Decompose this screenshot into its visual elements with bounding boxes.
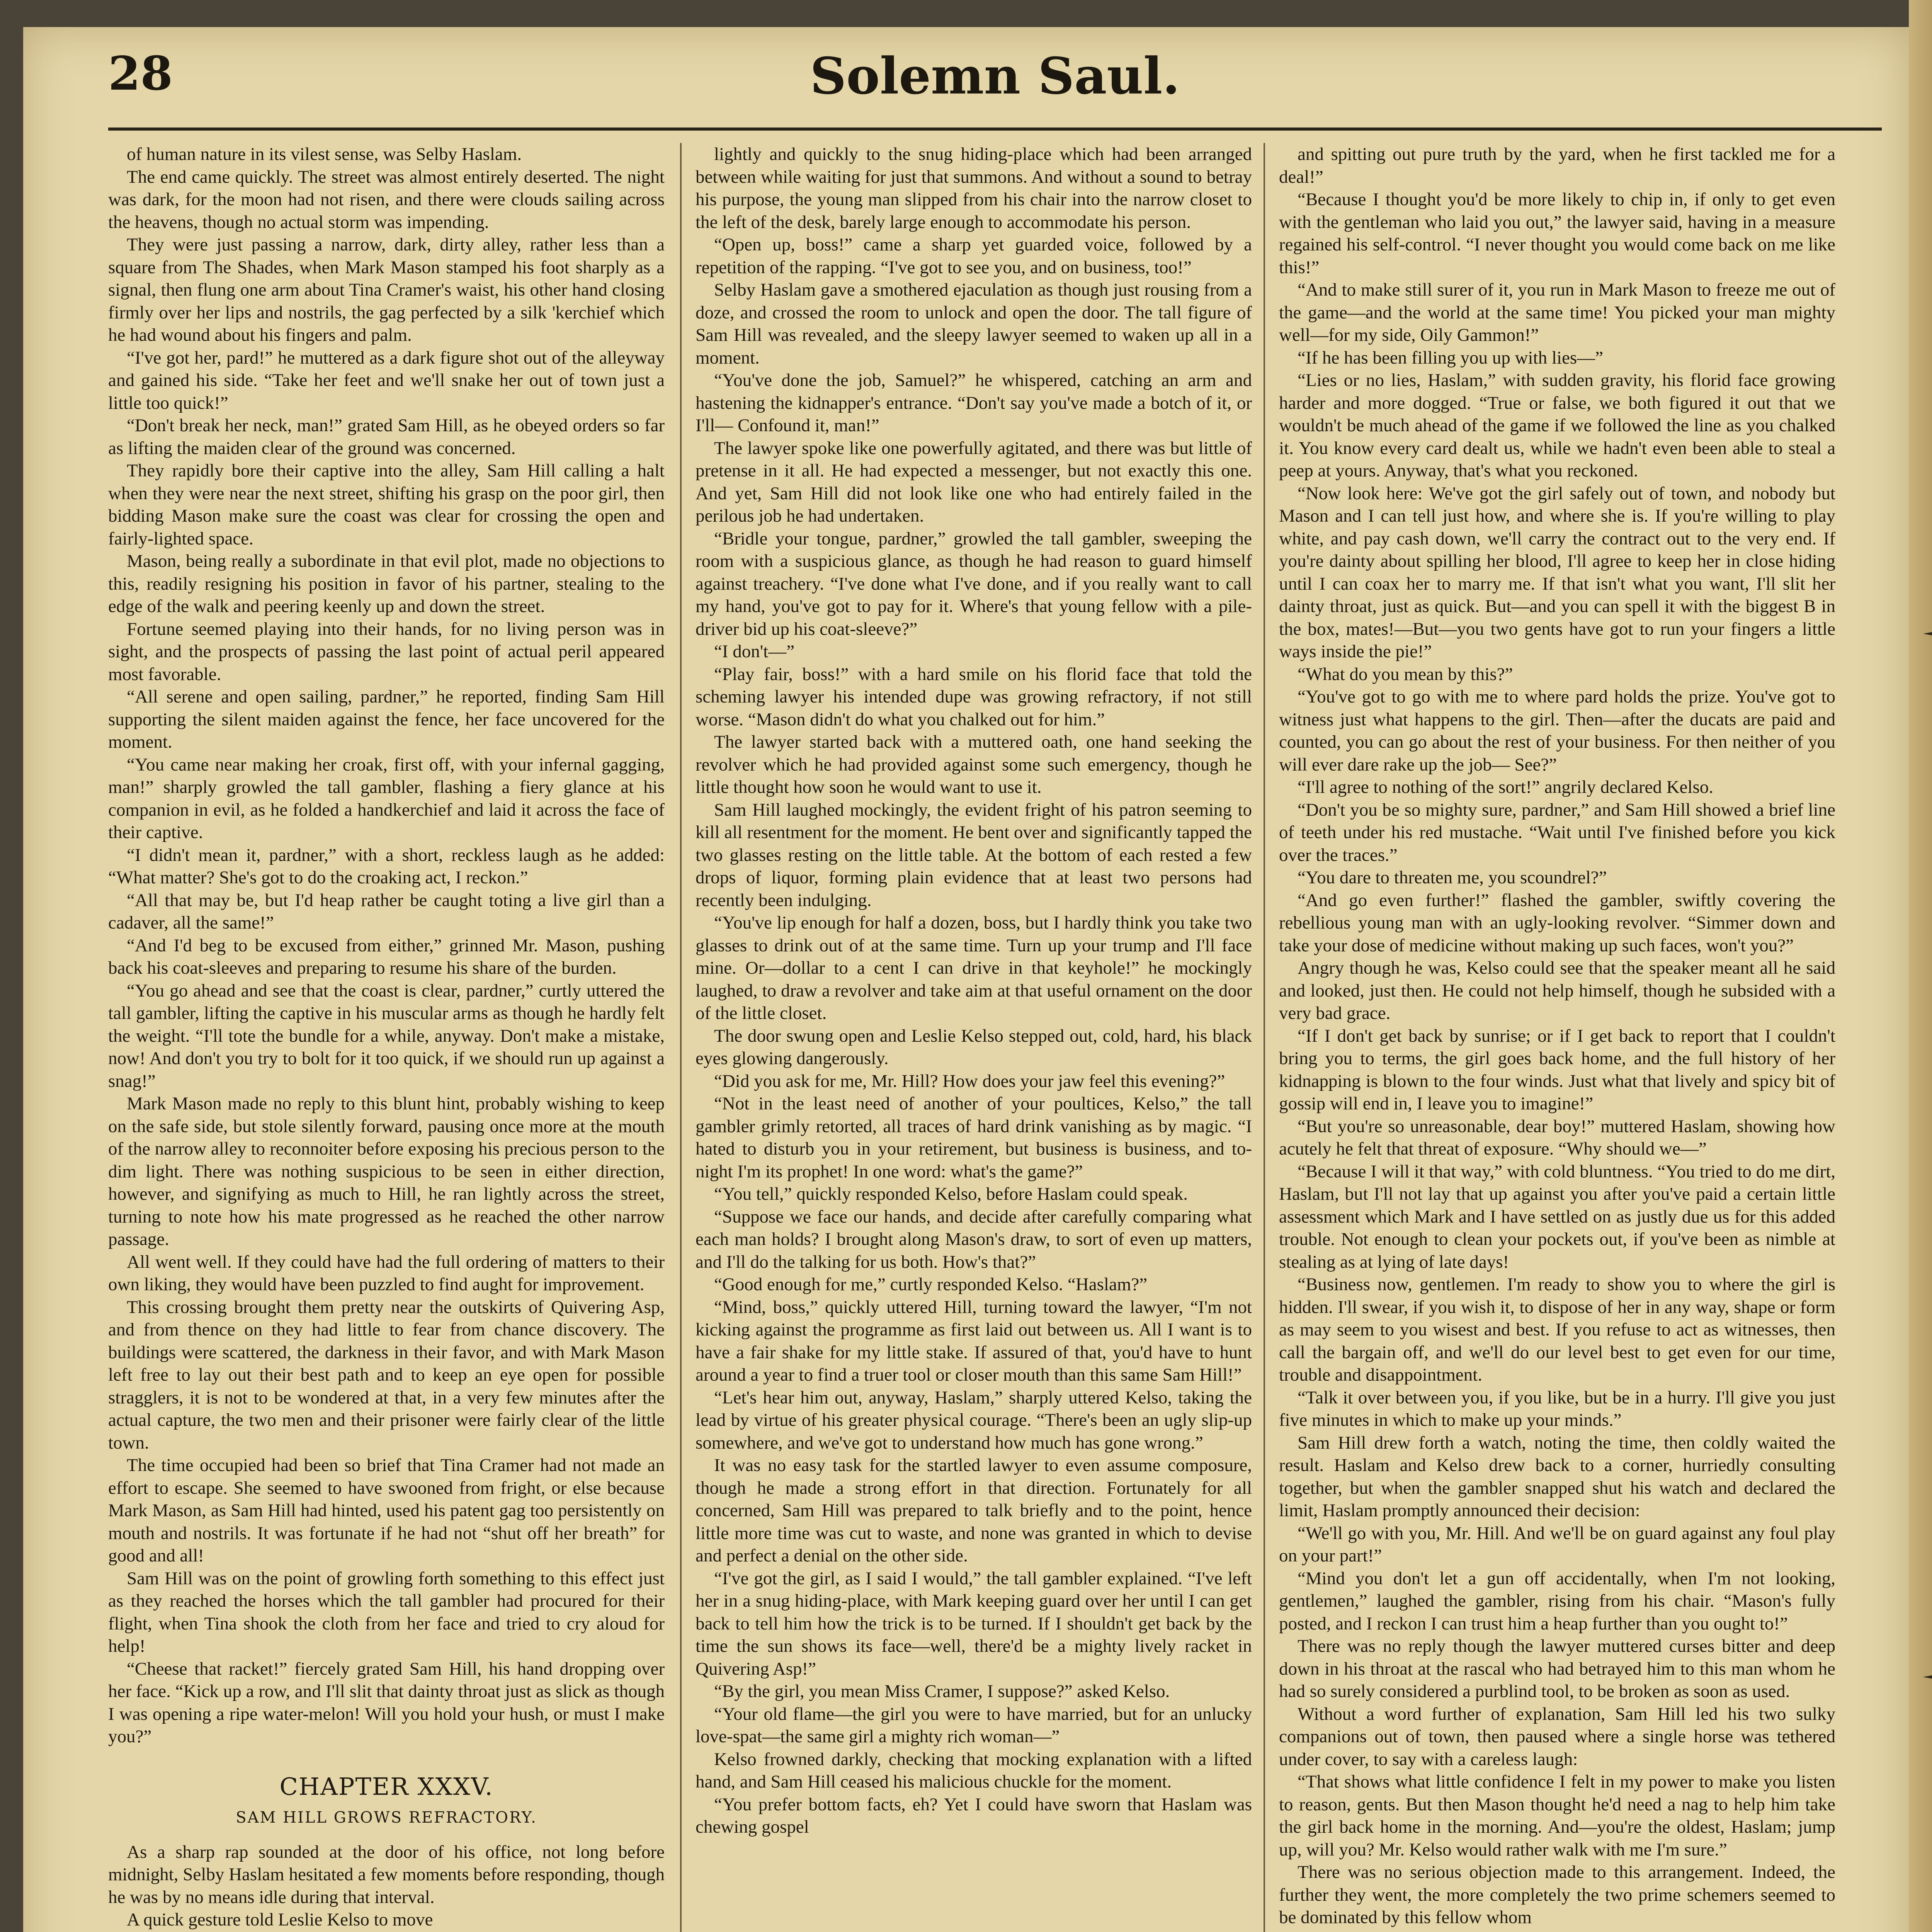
paragraph: Sam Hill drew forth a watch, noting the time, then coldly waited the result. Haslam and Kelso drew back to a corner, hurriedly consulting together, but when the gambler snapped shut his watch and declared the limit, Haslam promptly announced their decision:: [1279, 1432, 1835, 1520]
paragraph: “Because I will it that way,” with cold bluntness. “You tried to do me dirt, Haslam, but I'll not lay that up against you after you've paid a certain little assessment which Mark and I have settled on as justly due us for this added trouble. Not enough to clean your pockets out, if you've been as nimble at stealing as at lying of late days!: [1279, 1161, 1835, 1272]
paragraph: “You tell,” quickly responded Kelso, before Haslam could speak.: [714, 1184, 1188, 1204]
paragraph: “Lies or no lies, Haslam,” with sudden gravity, his florid face growing harder and more dogged. “True or false, we both figured it out that we wouldn't be much ahead of the game if we followed the line as you chalked it. You know every card dealt us, while we hadn't even been able to steal a peep at yours. Anyway, that's what you reckoned.: [1279, 370, 1835, 481]
page-title: Solemn Saul.: [810, 46, 1180, 105]
text-column-3: [1279, 143, 1835, 1932]
paragraph: Mark Mason made no reply to this blunt hint, probably wishing to keep on the safe side, but stole silently forward, pausing once more at the mouth of the narrow alley to reconnoiter before exposing his precious person to the dim light. There was nothing suspicious to be seen in either direction, however, and signifying as much to Hill, he ran lightly across the street, turning to note how his mate progressed as he reached the other narrow passage.: [108, 1094, 665, 1249]
paragraph: “That shows what little confidence I felt in my power to make you listen to reason, gents. But then Mason thought he'd need a nag to help him take the girl back home in the morning. And—you're the oldest, Haslam; jump up, will you? Mr. Kelso would rather walk with me I'm sure.”: [1279, 1772, 1835, 1860]
paragraph: “Mind you don't let a gun off accidentally, when I'm not looking, gentlemen,” laughed the gambler, rising from his chair. “Mason's fully posted, and I reckon I can trust him a heap further than you ought to!”: [1279, 1568, 1835, 1634]
page-header: [108, 46, 1882, 124]
paragraph: “Talk it over between you, if you like, but be in a hurry. I'll give you just five minutes in which to make up your minds.”: [1279, 1387, 1835, 1430]
column-divider: [1264, 143, 1265, 1932]
paragraph: lightly and quickly to the snug hiding-place which had been arranged between while waiting for just that summons. And without a sound to betray his purpose, the young man slipped from his chair into the narrow closet to the left of the desk, barely large enough to accommodate his person.: [696, 144, 1252, 232]
paragraph: “I don't—”: [714, 641, 795, 662]
paragraph: and spitting out pure truth by the yard, when he first tackled me for a deal!”: [1279, 144, 1835, 187]
paragraph: “Now look here: We've got the girl safely out of town, and nobody but Mason and I can tell just how, and where she is. If you're willing to play white, and pay cash down, we'll carry the contract out to the very end. If you're dainty about spilling her blood, I'll agree to keep her in close hiding until I can coax her to marry me. If that isn't what you want, I'll slit her dainty throat, just as quick. But—and you can spell it with the biggest B in the box, mates!—But—you two gents have got to run your fingers a little ways inside the pie!”: [1279, 483, 1835, 662]
paragraph: “Cheese that racket!” fiercely grated Sam Hill, his hand dropping over her face. “Kick up a row, and I'll slit that dainty throat just as slick as though I was opening a ripe water-melon! Will you hold your hush, or must I make you?”: [108, 1658, 665, 1747]
text-column-1: [108, 143, 665, 1932]
paragraph: “And I'd beg to be excused from either,” grinned Mr. Mason, pushing back his coat-sleeves and preparing to resume his share of the burden.: [108, 935, 665, 978]
chapter-heading: CHAPTER XXXV.: [279, 1772, 493, 1801]
paragraph: “You prefer bottom facts, eh? Yet I could have sworn that Haslam was chewing gospel: [696, 1794, 1252, 1837]
paragraph: “I didn't mean it, pardner,” with a short, reckless laugh as he added: “What matter? She's got to do the croaking act, I reckon.”: [108, 845, 665, 888]
chapter-subtitle: SAM HILL GROWS REFRACTORY.: [236, 1808, 537, 1827]
paragraph: There was no reply though the lawyer muttered curses bitter and deep down in his throat at the rascal who had betrayed him to this man whom he had so surely considered a purblind tool, to be broken as soon as used.: [1279, 1636, 1835, 1701]
paragraph: “Did you ask for me, Mr. Hill? How does your jaw feel this evening?”: [714, 1071, 1225, 1091]
page-binding: [1909, 0, 1932, 1932]
paragraph: “Good enough for me,” curtly responded Kelso. “Haslam?”: [714, 1274, 1148, 1294]
paragraph: The door swung open and Leslie Kelso stepped out, cold, hard, his black eyes glowing dangerously.: [696, 1026, 1252, 1068]
paragraph: “Play fair, boss!” with a hard smile on his florid face that told the scheming lawyer his intended dupe was growing refractory, if not still worse. “Mason didn't do what you chalked out for him.”: [696, 664, 1252, 730]
paragraph: “I'll agree to nothing of the sort!” angrily declared Kelso.: [1298, 777, 1714, 797]
paragraph: The lawyer started back with a muttered oath, one hand seeking the revolver which he had provided against some such emergency, though he little thought how soon he would want to use it.: [696, 732, 1252, 797]
paragraph: It was no easy task for the startled lawyer to even assume composure, though he made a strong effort in that direction. Fortunately for all concerned, Sam Hill was prepared to talk briefly and to the point, hence little more time was cut to waste, and none was granted in which to devise and perfect a denial on the other side.: [696, 1455, 1252, 1566]
paragraph: “Mind, boss,” quickly uttered Hill, turning toward the lawyer, “I'm not kicking against the programme as first laid out between us. All I want is to have a fair shake for my little stake. If assured of that, you'd have to hunt around a year to find a truer tool or closer mouth than this same Sam Hill!”: [696, 1297, 1252, 1385]
paragraph: “Open up, boss!” came a sharp yet guarded voice, followed by a repetition of the rapping. “I've got to see you, and on business, too!”: [696, 235, 1252, 277]
paragraph: “All serene and open sailing, pardner,” he reported, finding Sam Hill supporting the silent maiden against the fence, her face uncovered for the moment.: [108, 687, 665, 752]
paragraph: “If I don't get back by sunrise; or if I get back to report that I couldn't bring you to terms, the girl goes back home, and the full history of her kidnapping is blown to the four winds. Just what that lively and spicy bit of gossip will end in, I leave you to imagine!”: [1279, 1026, 1835, 1114]
staple-mark: [1921, 622, 1932, 645]
paragraph: “Don't break her neck, man!” grated Sam Hill, as he obeyed orders so far as lifting the maiden clear of the ground was concerned.: [108, 415, 665, 458]
paragraph: “I've got the girl, as I said I would,” the tall gambler explained. “I've left her in a snug hiding-place, with Mark keeping guard over her until I can get back to tell him how the trick is to be turned. If I shouldn't get back by the time the sun shows its face—well, there'd be a mighty lively racket in Quivering Asp!”: [696, 1568, 1252, 1679]
paragraph: “You've got to go with me to where pard holds the prize. You've got to witness just what happens to the girl. Then—after the ducats are paid and counted, you can go about the rest of your business. For then neither of you will ever dare rake up the job— See?”: [1279, 687, 1835, 775]
paragraph: This crossing brought them pretty near the outskirts of Quivering Asp, and from thence on they had little to fear from chance discovery. The buildings were scattered, the darkness in their favor, and with Mark Mason left free to lay out their best path and to keep an eye open for possible stragglers, it is not to be wondered at that, in a very few minutes after the actual capture, the two men and their prisoner were fairly clear of the little town.: [108, 1297, 665, 1453]
paragraph: “Because I thought you'd be more likely to chip in, if only to get even with the gentleman who laid you out,” the lawyer said, having in a measure regained his self-control. “I never thought you would come back on me like this!”: [1279, 189, 1835, 277]
paragraph: “But you're so unreasonable, dear boy!” muttered Haslam, showing how acutely he felt that threat of exposure. “Why should we—”: [1279, 1116, 1835, 1159]
paragraph: Kelso frowned darkly, checking that mocking explanation with a lifted hand, and Sam Hill ceased his malicious chuckle for the moment.: [696, 1749, 1252, 1792]
paragraph: The end came quickly. The street was almost entirely deserted. The night was dark, for the moon had not risen, and there were clouds sailing across the heavens, though no actual storm was impending.: [108, 167, 665, 232]
paragraph: “By the girl, you mean Miss Cramer, I suppose?” asked Kelso.: [714, 1681, 1170, 1701]
paragraph: “You dare to threaten me, you scoundrel?”: [1298, 867, 1607, 888]
paragraph: Mason, being really a subordinate in that evil plot, made no objections to this, readily resigning his position in favor of his partner, stealing to the edge of the walk and peering keenly up and down the street.: [108, 551, 665, 616]
page-number: 28: [108, 46, 173, 101]
paragraph: They were just passing a narrow, dark, dirty alley, rather less than a square from The Shades, when Mark Mason stamped his foot sharply as a signal, then flung one arm about Tina Cramer's waist, his other hand closing firmly over her lips and nostrils, the gag perfected by a silk 'kerchief which he had wound about his fingers and palm.: [108, 235, 665, 345]
paragraph: “We'll go with you, Mr. Hill. And we'll be on guard against any foul play on your part!”: [1279, 1523, 1835, 1566]
paragraph: They rapidly bore their captive into the alley, Sam Hill calling a halt when they were near the next street, shifting his grasp on the poor girl, then bidding Mason make sure the coast was clear for crossing the open and fairly-lighted space.: [108, 461, 665, 549]
text-column-2: [696, 143, 1252, 1932]
paragraph: “Business now, gentlemen. I'm ready to show you to where the girl is hidden. I'll swear, if you wish it, to dispose of her in any way, shape or form as may seem to you wisest and best. If you refuse to act as witnesses, then call the bargain off, and we'll do our level best to get even for our time, trouble and disappointment.: [1279, 1274, 1835, 1385]
paragraph: Fortune seemed playing into their hands, for no living person was in sight, and the prospects of passing the last point of actual peril appeared most favorable.: [108, 619, 665, 684]
staple-mark: [1921, 1665, 1932, 1689]
paragraph: There was no serious objection made to this arrangement. Indeed, the further they went, the more completely the two prime schemers seemed to be dominated by this fellow whom: [1279, 1862, 1835, 1927]
header-rule: [108, 128, 1882, 131]
paragraph: Angry though he was, Kelso could see that the speaker meant all he said and looked, just then. He could not help himself, though he subsided with a very bad grace.: [1279, 958, 1835, 1023]
paragraph: “I've got her, pard!” he muttered as a dark figure shot out of the alleyway and gained his side. “Take her feet and we'll snake her out of town just a little too quick!”: [108, 347, 665, 413]
paragraph: “And to make still surer of it, you run in Mark Mason to freeze me out of the game—and the world at the same time! You picked your man mighty well—for my side, Oily Gammon!”: [1279, 280, 1835, 345]
paragraph: of human nature in its vilest sense, was Selby Haslam.: [127, 144, 522, 164]
paragraph: Selby Haslam gave a smothered ejaculation as though just rousing from a doze, and crossed the room to unlock and open the door. The tall figure of Sam Hill was revealed, and the sleepy lawyer seemed to waken up all in a moment.: [696, 280, 1252, 368]
paragraph: “Your old flame—the girl you were to have married, but for an unlucky love-spat—the same girl a mighty rich woman—”: [696, 1704, 1252, 1747]
paragraph: As a sharp rap sounded at the door of his office, not long before midnight, Selby Haslam hesitated a few moments before responding, though he was by no means idle during that interval.: [108, 1842, 665, 1907]
paragraph: All went well. If they could have had the full ordering of matters to their own liking, they would have been puzzled to find aught for improvement.: [108, 1252, 665, 1294]
paragraph: “You go ahead and see that the coast is clear, pardner,” curtly uttered the tall gambler, lifting the captive in his muscular arms as though he hardly felt the weight. “I'll tote the bundle for a while, anyway. Don't make a mistake, now! And don't you try to bolt for it too quick, if we should run up against a snag!”: [108, 980, 665, 1091]
paragraph: “And go even further!” flashed the gambler, swiftly covering the rebellious young man with an ugly-looking revolver. “Simmer down and take your dose of medicine without making up such faces, won't you?”: [1279, 890, 1835, 956]
paragraph: “Don't you be so mighty sure, pardner,” and Sam Hill showed a brief line of teeth under his red mustache. “Wait until I've finished before you kick over the traces.”: [1279, 799, 1835, 865]
paragraph: “If he has been filling you up with lies—”: [1298, 347, 1603, 368]
paragraph: The time occupied had been so brief that Tina Cramer had not made an effort to escape. She seemed to have swooned from fright, or else because Mark Mason, as Sam Hill had hinted, used his patent gag too persistently on mouth and nostrils. It was fortunate if he had not “shut off her breath” for good and all!: [108, 1455, 665, 1566]
paragraph: “You've done the job, Samuel?” he whispered, catching an arm and hastening the kidnapper's entrance. “Don't say you've made a botch of it, or I'll— Confound it, man!”: [696, 370, 1252, 435]
paragraph: “All that may be, but I'd heap rather be caught toting a live girl than a cadaver, all the same!”: [108, 890, 665, 933]
column-divider: [680, 143, 682, 1932]
paragraph: A quick gesture told Leslie Kelso to move: [127, 1910, 433, 1930]
paragraph: Sam Hill was on the point of growling forth something to this effect just as they reached the horses which the tall gambler had procured for their flight, when Tina shook the cloth from her face and tried to cry aloud for help!: [108, 1568, 665, 1656]
paragraph: “Let's hear him out, anyway, Haslam,” sharply uttered Kelso, taking the lead by virtue of his greater physical courage. “There's been an ugly slip-up somewhere, and we've got to understand how much has gone wrong.”: [696, 1387, 1252, 1453]
paragraph: “Not in the least need of another of your poultices, Kelso,” the tall gambler grimly retorted, all traces of hard drink vanishing as by magic. “I hated to disturb you in your retirement, but business is business, and to-night I'm its prophet! In one word: what's the game?”: [696, 1094, 1252, 1182]
paragraph: “Bridle your tongue, pardner,” growled the tall gambler, sweeping the room with a suspicious glance, as though he had reason to guard himself against treachery. “I've done what I've done, and if you really want to call my hand, you've got to pay for it. Where's that young fellow with a pile-driver bid up his coat-sleeve?”: [696, 528, 1252, 639]
paragraph: “Suppose we face our hands, and decide after carefully comparing what each man holds? I brought along Mason's draw, to sort of even up matters, and I'll do the talking for us both. How's that?”: [696, 1206, 1252, 1272]
paragraph: Sam Hill laughed mockingly, the evident fright of his patron seeming to kill all resentment for the moment. He bent over and significantly tapped the two glasses resting on the little table. At the bottom of each rested a few drops of liquor, forming plain evidence that at least two persons had recently been indulging.: [696, 799, 1252, 910]
paragraph: “You've lip enough for half a dozen, boss, but I hardly think you take two glasses to drink out of at the same time. Turn up your trump and I'll face mine. Or—dollar to a cent I can drive in that keyhole!” he mockingly laughed, to draw a revolver and take aim at that useful ornament on the door of the little closet.: [696, 913, 1252, 1023]
paragraph: “What do you mean by this?”: [1298, 664, 1513, 684]
paragraph: “You came near making her croak, first off, with your infernal gagging, man!” sharply growled the tall gambler, flashing a fiery glance at his companion in evil, as he folded a handkerchief and laid it across the face of their captive.: [108, 754, 665, 842]
paragraph: The lawyer spoke like one powerfully agitated, and there was but little of pretense in it all. He had expected a messenger, but not exactly this one. And yet, Sam Hill did not look like one who had entirely failed in the perilous job he had undertaken.: [696, 438, 1252, 526]
paragraph: Without a word further of explanation, Sam Hill led his two sulky companions out of town, then paused where a single horse was tethered under cover, to say with a careless laugh:: [1279, 1704, 1835, 1769]
